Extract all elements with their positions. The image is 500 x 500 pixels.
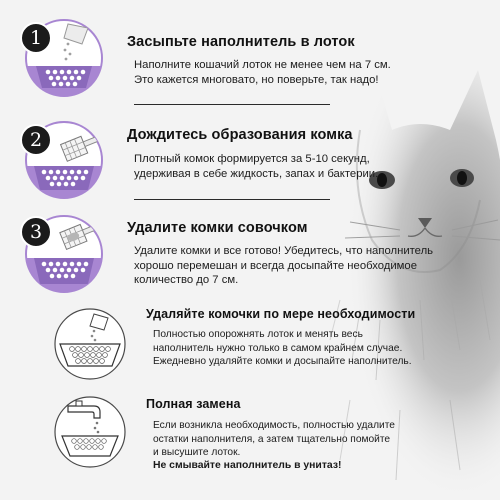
step-1-title: Засыпьте наполнитель в лоток xyxy=(127,34,355,50)
step-1-line: Наполните кошачий лоток не менее чем на 7 см. xyxy=(134,59,391,71)
litter-refill-icon xyxy=(50,304,130,384)
step-2-title: Дождитесь образования комка xyxy=(127,127,353,143)
step-1-line: Это кажется многовато, но поверьте, так надо! xyxy=(134,73,379,86)
step-2-line: Плотный комок формируется за 5-10 секунд, xyxy=(134,153,370,165)
divider xyxy=(134,104,330,105)
tip-2-description xyxy=(153,419,395,460)
step-2-description xyxy=(134,152,378,181)
step-3-title: Удалите комки совочком xyxy=(127,220,308,236)
tip-1-line: наполнитель нужно только в самом крайнем случае. xyxy=(153,342,403,354)
step-1-description xyxy=(134,58,391,87)
step-number-badge: 3 xyxy=(20,216,52,248)
tip-2-line: и высушите лоток. xyxy=(153,447,241,459)
tip-1-title: Удаляйте комочки по мере необходимости xyxy=(146,307,416,321)
step-3-line: хорошо перемешан и всегда досыпайте необходимое xyxy=(134,259,417,272)
tip-2-title: Полная замена xyxy=(146,397,241,411)
step-2-line: удерживая в себе жидкость, запах и бактерии. xyxy=(134,167,379,180)
divider xyxy=(134,199,330,200)
tip-2-line: Если возникла необходимость, полностью удалите xyxy=(153,420,395,431)
step-3-description xyxy=(134,244,433,288)
warning-note: Не смывайте наполнитель в унитаз! xyxy=(153,460,342,471)
tip-2-line: остатки наполнителя, а затем тщательно помойте xyxy=(153,433,391,445)
step-3-line: Удалите комки и все готово! Убедитесь, что наполнитель xyxy=(134,245,434,257)
tip-1-line: Ежедневно удаляйте комки и досыпайте наполнитель. xyxy=(153,356,412,368)
step-number-badge: 2 xyxy=(20,124,52,156)
tip-1-description xyxy=(153,328,412,369)
faucet-wash-icon xyxy=(50,392,130,472)
tip-1-line: Полностью опорожнять лоток и менять весь xyxy=(153,329,363,340)
step-number-badge: 1 xyxy=(20,22,52,54)
step-3-line: количество до 7 см. xyxy=(134,274,239,287)
